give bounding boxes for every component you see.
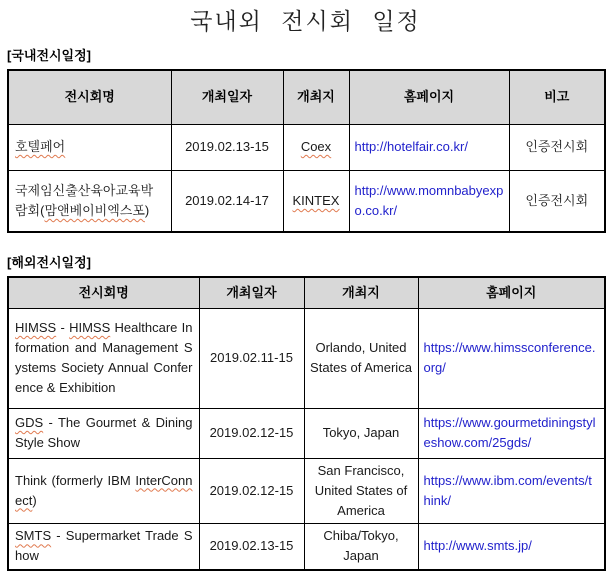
column-header-homepage: 홈페이지	[349, 70, 509, 124]
text-segment: 국제임신출산육아교육박람회(	[15, 182, 154, 218]
column-header-venue: 개최지	[283, 70, 349, 124]
domestic-header-row	[8, 70, 605, 124]
table-row	[8, 124, 605, 170]
homepage-link[interactable]: http://hotelfair.co.kr/	[354, 139, 468, 154]
homepage-cell	[418, 308, 605, 408]
page-title: 국내외 전시회 일정	[190, 8, 421, 34]
column-header-exhibition-name: 전시회명	[8, 277, 199, 308]
exhibition-name-cell	[8, 308, 199, 408]
table-row	[8, 170, 605, 232]
spellcheck-flagged-text: https	[423, 340, 452, 355]
table-row	[8, 408, 605, 458]
venue-cell: Chiba/Tokyo, Japan	[304, 523, 418, 570]
overseas-header-row	[8, 277, 605, 308]
column-header-venue: 개최지	[304, 277, 418, 308]
column-header-exhibition-name: 전시회명	[8, 70, 171, 124]
exhibition-name-cell	[8, 124, 171, 170]
domestic-exhibition-table	[7, 69, 606, 233]
venue-cell	[283, 170, 349, 232]
exhibition-name-cell	[8, 523, 199, 570]
text-segment: -	[56, 320, 70, 335]
column-header-homepage: 홈페이지	[418, 277, 605, 308]
spellcheck-flagged-text: 호텔페어	[15, 139, 66, 154]
overseas-exhibition-table	[7, 276, 606, 571]
text-segment: ://www.himssconference.org/	[423, 340, 596, 375]
homepage-cell	[349, 124, 509, 170]
text-segment: ://www.gourmetdiningstyleshow.com/25gds/	[423, 415, 596, 450]
spellcheck-flagged-text: 맘앤베이비엑스포	[44, 202, 145, 218]
homepage-link[interactable]: http://www.smts.jp/	[423, 538, 532, 554]
date-cell: 2019.02.13-15	[171, 124, 283, 170]
text-segment: Think (formerly IBM	[15, 472, 136, 488]
date-cell: 2019.02.14-17	[171, 170, 283, 232]
column-header-note: 비고	[509, 70, 605, 124]
date-cell: 2019.02.12-15	[199, 408, 304, 458]
spellcheck-flagged-text: https	[423, 415, 452, 430]
spellcheck-flagged-text: HIMSS	[69, 320, 111, 335]
text-segment: ://www.ibm.com/events/think/	[423, 472, 592, 508]
spellcheck-flagged-text: https	[423, 472, 452, 488]
text-segment: )	[32, 492, 37, 508]
exhibition-name-cell	[8, 458, 199, 523]
date-cell: 2019.02.12-15	[199, 458, 304, 523]
homepage-link[interactable]	[424, 340, 596, 375]
table-row	[8, 523, 605, 570]
exhibition-name-cell	[8, 170, 171, 232]
table-row	[8, 458, 605, 523]
date-cell: 2019.02.13-15	[199, 523, 304, 570]
venue-cell: San Francisco, United States of America	[304, 458, 418, 523]
spellcheck-flagged-text: GDS	[15, 415, 44, 430]
text-segment: )	[144, 202, 150, 218]
spellcheck-flagged-text: KINTEX	[292, 192, 340, 208]
spellcheck-flagged-text: InterConnect	[15, 472, 193, 508]
homepage-link[interactable]: http://www.momnbabyexpo.co.kr/	[354, 182, 504, 218]
homepage-cell	[418, 523, 605, 570]
homepage-link[interactable]	[424, 415, 596, 450]
overseas-section-label: [해외전시일정]	[7, 255, 92, 270]
homepage-cell	[349, 170, 509, 232]
venue-cell: Orlando, United States of America	[304, 308, 418, 408]
column-header-date: 개최일자	[171, 70, 283, 124]
venue-cell	[283, 124, 349, 170]
note-cell: 인증전시회	[509, 170, 605, 232]
column-header-date: 개최일자	[199, 277, 304, 308]
homepage-link[interactable]	[424, 473, 592, 508]
date-cell: 2019.02.11-15	[199, 308, 304, 408]
spellcheck-flagged-text: SMTS	[15, 528, 52, 544]
venue-cell: Tokyo, Japan	[304, 408, 418, 458]
text-segment: Healthcare Information and Management Systems Society Annual Conference & Exhibition	[15, 320, 193, 395]
text-segment: - Supermarket Trade Show	[15, 528, 193, 564]
domestic-section-label: [국내전시일정]	[7, 48, 92, 63]
homepage-cell	[418, 458, 605, 523]
table-row	[8, 308, 605, 408]
text-segment: - The Gourmet & Dining Style Show	[15, 415, 193, 450]
homepage-cell	[418, 408, 605, 458]
note-cell: 인증전시회	[509, 124, 605, 170]
spellcheck-flagged-text: Coex	[300, 139, 332, 154]
exhibition-name-cell	[8, 408, 199, 458]
spellcheck-flagged-text: HIMSS	[15, 320, 57, 335]
